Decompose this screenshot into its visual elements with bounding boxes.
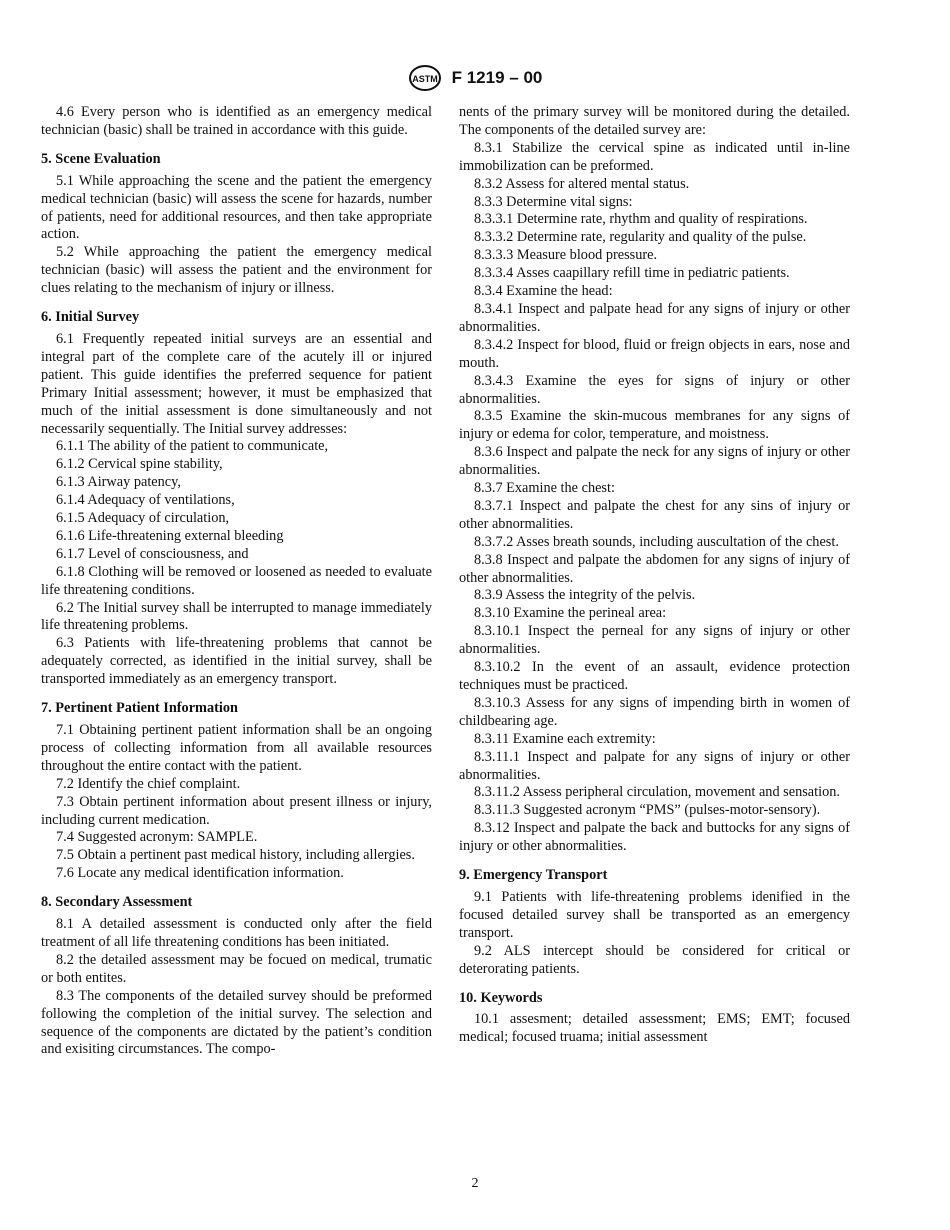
paragraph-8-3-7-1: 8.3.7.1 Inspect and palpate the chest for any sins of injury or other abnormalities. (459, 497, 850, 532)
paragraph-8-3-8: 8.3.8 Inspect and palpate the abdomen for any signs of injury of other abnormalities. (459, 551, 850, 586)
section-heading-7: 7. Pertinent Patient Information (41, 700, 238, 717)
paragraph-7-1: 7.1 Obtaining pertinent patient information shall be an ongoing process of collecting information from all available resources throughout the entire contact with the patient. (41, 722, 432, 774)
paragraph-8-3-3: 8.3.3 Determine vital signs: (474, 193, 633, 210)
paragraph-9-1: 9.1 Patients with life-threatening problems idenified in the focused detailed survey shall be transported as an emergency transport. (459, 888, 850, 941)
paragraph-8-3-11-1: 8.3.11.1 Inspect and palpate for any signs of injury or other abnormalities. (459, 748, 850, 783)
paragraph-7-2: 7.2 Identify the chief complaint. (56, 775, 241, 792)
paragraph-6-1-4: 6.1.4 Adequacy of ventilations, (56, 492, 235, 509)
paragraph-8-3-10-1: 8.3.10.1 Inspect the perneal for any signs of injury or other abnormalities. (459, 623, 850, 658)
paragraph-6-1-7: 6.1.7 Level of consciousness, and (56, 545, 249, 562)
paragraph-8-2: 8.2 the detailed assessment may be focued on medical, trumatic or both entites. (41, 951, 432, 986)
paragraph-8-3-continued: nents of the primary survey will be monitored during the detailed. The components of the detailed survey are: (459, 104, 850, 138)
paragraph-7-4: 7.4 Suggested acronym: SAMPLE. (56, 829, 258, 846)
paragraph-8-3-10-3: 8.3.10.3 Assess for any signs of impending birth in women of childbearing age. (459, 694, 850, 729)
section-heading-8: 8. Secondary Assessment (41, 894, 193, 911)
paragraph-7-3: 7.3 Obtain pertinent information about present illness or injury, including current medication. (41, 793, 432, 828)
page-header (0, 64, 950, 92)
paragraph-4-6: 4.6 Every person who is identified as an emergency medical technician (basic) shall be trained in accordance with this guide. (41, 104, 432, 138)
paragraph-5-2: 5.2 While approaching the patient the emergency medical technician (basic) will assess the patient and the environment for clues relating to the mechanism of injury or illness. (41, 244, 432, 297)
svg-text:ASTM: ASTM (411, 74, 438, 84)
paragraph-8-3: 8.3 The components of the detailed survey should be preformed following the completion of the initial survey. The selection and sequence of the components are dictated by the patient’s condition and exisiting circumstances. The compo- (41, 987, 432, 1058)
paragraph-8-3-1: 8.3.1 Stabilize the cervical spine as indicated until in-line immobilization can be preformed. (459, 139, 850, 174)
section-heading-5: 5. Scene Evaluation (41, 150, 161, 167)
paragraph-6-3: 6.3 Patients with life-threatening problems that cannot be adequately corrected, as identified in the initial survey, shall be transported immediately as an emergency transport. (41, 635, 432, 688)
page-number: 2 (471, 1176, 479, 1191)
paragraph-8-3-4-3: 8.3.4.3 Examine the eyes for signs of injury or other abnormalities. (459, 372, 850, 407)
paragraph-6-1-1: 6.1.1 The ability of the patient to communicate, (56, 438, 329, 455)
section-heading-10: 10. Keywords (459, 989, 543, 1006)
paragraph-8-3-9: 8.3.9 Assess the integrity of the pelvis. (474, 587, 696, 604)
paragraph-8-3-12: 8.3.12 Inspect and palpate the back and buttocks for any signs of injury or other abnormalities. (459, 820, 850, 855)
paragraph-7-5: 7.5 Obtain a pertinent past medical history, including allergies. (56, 847, 415, 864)
paragraph-8-3-11-2: 8.3.11.2 Assess peripheral circulation, movement and sensation. (474, 784, 840, 801)
paragraph-8-3-7-2: 8.3.7.2 Asses breath sounds, including auscultation of the chest. (474, 533, 839, 550)
paragraph-6-2: 6.2 The Initial survey shall be interrupted to manage immediately life threatening problems. (41, 599, 432, 634)
paragraph-8-3-3-3: 8.3.3.3 Measure blood pressure. (474, 247, 658, 264)
paragraph-8-3-3-2: 8.3.3.2 Determine rate, regularity and quality of the pulse. (474, 229, 807, 246)
paragraph-8-3-5: 8.3.5 Examine the skin-mucous membranes for any signs of injury or edema for color, temperature, and moistness. (459, 408, 850, 443)
standard-designation: F 1219 – 00 (451, 68, 543, 87)
paragraph-9-2: 9.2 ALS intercept should be considered for critical or deterorating patients. (459, 942, 850, 977)
paragraph-8-3-11-3: 8.3.11.3 Suggested acronym “PMS” (pulses-motor-sensory). (474, 802, 821, 819)
paragraph-8-3-11: 8.3.11 Examine each extremity: (474, 730, 656, 747)
paragraph-8-3-7: 8.3.7 Examine the chest: (474, 480, 615, 497)
section-heading-9: 9. Emergency Transport (459, 867, 608, 884)
paragraph-8-3-4-1: 8.3.4.1 Inspect and palpate head for any signs of injury or other abnormalities. (459, 300, 850, 335)
paragraph-8-3-10: 8.3.10 Examine the perineal area: (474, 605, 667, 622)
section-heading-6: 6. Initial Survey (41, 309, 140, 326)
paragraph-8-3-2: 8.3.2 Assess for altered mental status. (474, 175, 690, 192)
paragraph-8-3-6: 8.3.6 Inspect and palpate the neck for any signs of injury or other abnormalities. (459, 444, 850, 479)
paragraph-8-3-3-4: 8.3.3.4 Asses caapillary refill time in pediatric patients. (474, 265, 790, 282)
paragraph-8-1: 8.1 A detailed assessment is conducted only after the field treatment of all life threatening conditions has been initiated. (41, 916, 432, 950)
paragraph-6-1-8: 6.1.8 Clothing will be removed or loosened as needed to evaluate life threatening conditions. (41, 563, 432, 598)
paragraph-5-1: 5.1 While approaching the scene and the patient the emergency medical technician (basic) will assess the scene for hazards, number of patients, need for additional resources, and then take appropriate action. (41, 172, 432, 243)
paragraph-10-1: 10.1 assesment; detailed assessment; EMS; EMT; focused medical; focused truama; initial assessment (459, 1011, 850, 1046)
paragraph-8-3-10-2: 8.3.10.2 In the event of an assault, evidence protection techniques must be practiced. (459, 659, 850, 693)
paragraph-6-1-5: 6.1.5 Adequacy of circulation, (56, 510, 230, 527)
paragraph-8-3-4: 8.3.4 Examine the head: (474, 283, 613, 300)
left-column (41, 104, 432, 1059)
astm-logo-icon (408, 64, 442, 92)
paragraph-8-3-4-2: 8.3.4.2 Inspect for blood, fluid or freign objects in ears, nose and mouth. (459, 336, 850, 371)
right-column (459, 104, 850, 1047)
paragraph-6-1-3: 6.1.3 Airway patency, (56, 474, 181, 491)
paragraph-7-6: 7.6 Locate any medical identification information. (56, 865, 344, 882)
paragraph-6-1: 6.1 Frequently repeated initial surveys are an essential and integral part of the complete care of the acutely ill or injured patient. This guide identifies the preferred sequence for patient Primary Initial assessment; however, it must be emphasized that much of the initial assessment is done simultaneously and not necessarily sequentially. The Initial survey addresses: (41, 330, 432, 437)
paragraph-6-1-6: 6.1.6 Life-threatening external bleeding (56, 527, 284, 544)
paragraph-8-3-3-1: 8.3.3.1 Determine rate, rhythm and quality of respirations. (474, 211, 808, 228)
paragraph-6-1-2: 6.1.2 Cervical spine stability, (56, 456, 223, 473)
